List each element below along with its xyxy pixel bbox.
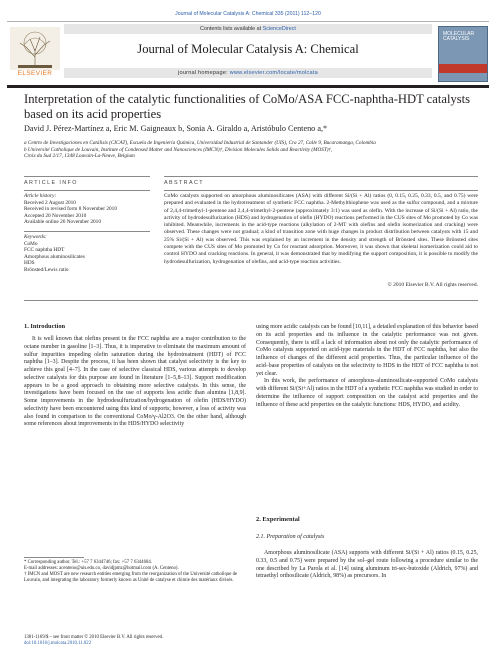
elsevier-logo [10, 27, 60, 78]
footer [24, 635, 246, 647]
intro-paragraph: It is well known that olefins present in the FCC naphtha are a major contribution to the octane number in gasoline [1–3]. Thus, it is imperative to eliminate the maximum amount of sulfur impurities impeding olefin saturation during the hydrotreatment (HDT) of FCC naphtha [1–3]. Despite the process, it has been shown that catalyst selectivity is the key to achieve this goal [4–7]. In the case of selective classical HDS, various attempts to develop selective catalysts for this purpose are found in literature [1–5,8–13]. Support modification appears to be a good approach to obtaining more selective catalysts. In this sense, the investigations have been focused on the use of supports less acidic than alumina [1,8,9]. Some improvements in the hydrodesulfurization/hydrogenation of olefin (HDS/HYDO) selectivity have been encountered using this kind of supports; however, a loss of activity was also found in comparison to the conventional CoMo/γ-Al2O3. On the other hand, although some references about improvements in the HDS/HYDO selectivity [24, 336, 246, 428]
journal-title: Journal of Molecular Catalysis A: Chemical [137, 42, 359, 56]
info-sub-rule [24, 190, 150, 191]
cover-title: MOLECULAR CATALYSIS [443, 31, 475, 43]
experimental-paragraph: Amorphous aluminosilicate (ASA) supports with different Si/(Si + Al) ratios (0.15, 0.25, 0.33, 0.5 and 0.75) were prepared by the sol–gel route following a procedure similar to the one described by La Parola et al. [14] using aluminum tri-sec-butoxide (Aldrich, 97%) and tetraethyl orthosilicate (Aldrich, 98%) as precursors. In [256, 550, 478, 580]
right-column [256, 324, 478, 409]
header-rule [7, 85, 489, 88]
contents-bar [64, 24, 432, 34]
footer-issn: 1381-1169/$ – see front matter © 2010 Elsevier B.V. All rights reserved. [24, 635, 164, 640]
affiliations [24, 140, 484, 160]
cover-band [439, 64, 487, 73]
introduction-heading: 1. Introduction [24, 323, 66, 330]
keyword-item: CoMo [24, 240, 38, 247]
keywords-label: Keywords: [24, 234, 47, 240]
abstract-text: CoMo catalysts supported on amorphous aluminosilicates (ASA) with different Si/(Si + Al) ratios (0, 0.15, 0.25, 0.33, 0.5, and 0.75) were prepared and evaluated in the hydrotreatment of synthetic FCC naphtha. 2-Methylthiophene was used as the sulfur compound, and a mixture of 2,4,4-trimethyl-1-pentene and 2,4,4-trimethyl-2-pentene (approximately 3:1) was used as olefin. With the increase of Si/(Si + Al) ratio, the activity of hydrodesulfurization (HDS) and hydrogenation of olefin (HYDO) reactions performed in the CUS sites of Mo promoted by Co was inhibited. Meanwhile, increments in the acid-type reactions (alkylation of 2-MT with olefins and olefin isomerization and cracking) were observed. These changes were not gradual; a kind of transition zone with huge changes in product distribution between catalysts with 15 and 25% Si/(Si + Al) was observed. This was explained by an increment in the density and strength of Brönsted sites. These Brönsted sites compete with the CUS sites of Mo promoted by Co for reactant adsorption. Moreover, it was shown that skeletal isomerization could aid to control HYDO and cracking reactions. In general, it was demonstrated that by modifying the support composition, it is possible to modify the hydrodesulfurization, hydrogenation of olefins, and acid-type reaction activities. [164, 193, 478, 265]
keywords-rule [24, 231, 150, 232]
abstract-top-rule [164, 176, 478, 177]
abstract-bottom-rule [24, 300, 478, 301]
keyword-item: FCC naphtha HDT [24, 247, 65, 254]
history-online: Available online 26 November 2010 [24, 219, 101, 226]
journal-cover [438, 26, 488, 82]
homepage-prefix: journal homepage: [178, 70, 230, 76]
article-info-heading: ARTICLE INFO [24, 180, 78, 186]
affiliation-b-address: Croix du Sud 2/17, 1348 Louvain-La-Neuve, Belgium [24, 153, 135, 160]
footnote-imcn: † IMCN and MOST are new research entities emerging from the reorganization of the Université catholique de Louvain, and integrating the laboratory formerly known as Unité de catalyse et chimie des matériaux divisés. [24, 572, 238, 583]
experimental-text [256, 550, 478, 581]
affiliation-a: a Centro de Investigaciones en Catálisis (CICAT), Escuela de Ingeniería Química, Universidad Industrial de Santander (UIS), Cra 27, Calle 9, Bucaramanga, Colombia [24, 140, 376, 146]
article-history [24, 193, 154, 226]
doi-link[interactable]: doi:10.1016/j.molcata.2010.11.022 [24, 641, 92, 646]
info-top-rule [24, 176, 150, 177]
history-accepted: Accepted 20 November 2010 [24, 212, 87, 219]
intro-paragraph-2: In this work, the performance of amorphous-aluminosilicate-supported CoMo catalysts with different Si/(Si+Al) ratios in the HDT of a synthetic FCC naphtha was studied in order to determine the influence of support composition on the catalyst acid properties and the influence of these acid properties on the catalytic functions: HDS, HYDO, and acidity. [256, 378, 479, 408]
footnote-email: E-mail addresses: acenteno@uis.edu.co, davidjpmz@hotmail.com (A. Centeno). [24, 566, 179, 571]
preparation-heading: 2.1. Preparation of catalysts [256, 534, 325, 540]
footnote-corresponding: * Corresponding author. Tel.: +57 7 6344746; fax: +57 7 6344684. [24, 560, 152, 565]
homepage-bar [64, 68, 432, 78]
sciencedirect-link[interactable]: ScienceDirect [262, 26, 296, 32]
abstract-sub-rule [164, 190, 478, 191]
keyword-item: Amorphous aluminosilicates [24, 253, 85, 260]
keyword-item: HDS [24, 260, 35, 267]
left-column [24, 336, 246, 429]
abstract-heading: ABSTRACT [164, 180, 204, 186]
experimental-heading: 2. Experimental [256, 516, 300, 523]
history-revised: Received in revised form 8 November 2010 [24, 206, 117, 213]
article-title: Interpretation of the catalytic functionalities of CoMo/ASA FCC-naphtha-HDT catalysts based on its acid properties [24, 92, 471, 121]
footnotes [24, 560, 246, 584]
abstract-copyright: © 2010 Elsevier B.V. All rights reserved. [387, 282, 478, 288]
publisher-name: ELSEVIER [17, 70, 53, 77]
affiliation-b: b Université Catholique de Louvain, Institute of Condensed Matter and Nanosciences (IMCN)†, Division Molecules Solids and Reactivity (MOST)†, [24, 146, 333, 153]
history-label: Article history: [24, 193, 57, 199]
footnote-rule [24, 557, 84, 558]
contents-prefix: Contents lists available at [200, 26, 263, 32]
author-list: David J. Pérez-Martínez a, Eric M. Gaigneaux b, Sonia A. Giraldo a, Aristóbulo Centeno a,* [24, 124, 328, 133]
intro-paragraph-cont: using more acidic catalysts can be found [10,11], a detailed explanation of this behavior based on its acid properties and its influence in the catalytic performance was not given. Consequently, there is still a lack of information about not only the catalytic performance of CoMo catalysts supported on acid-type materials in the HDT of FCC naphtha, but also the influence of changes of the different acid properties. Thus, the particular influence of the acid–base properties of catalysts on the selectivity to HDS in the HDT of FCC naphtha is not yet clear. [256, 324, 478, 377]
journal-reference: Journal of Molecular Catalysis A: Chemical 335 (2011) 112–120 [175, 11, 321, 17]
homepage-link[interactable]: www.elsevier.com/locate/molcata [229, 70, 318, 76]
keyword-item: Brönsted/Lewis ratio [24, 266, 69, 273]
history-received: Received 2 August 2010 [24, 199, 76, 206]
keywords-block [24, 234, 154, 274]
